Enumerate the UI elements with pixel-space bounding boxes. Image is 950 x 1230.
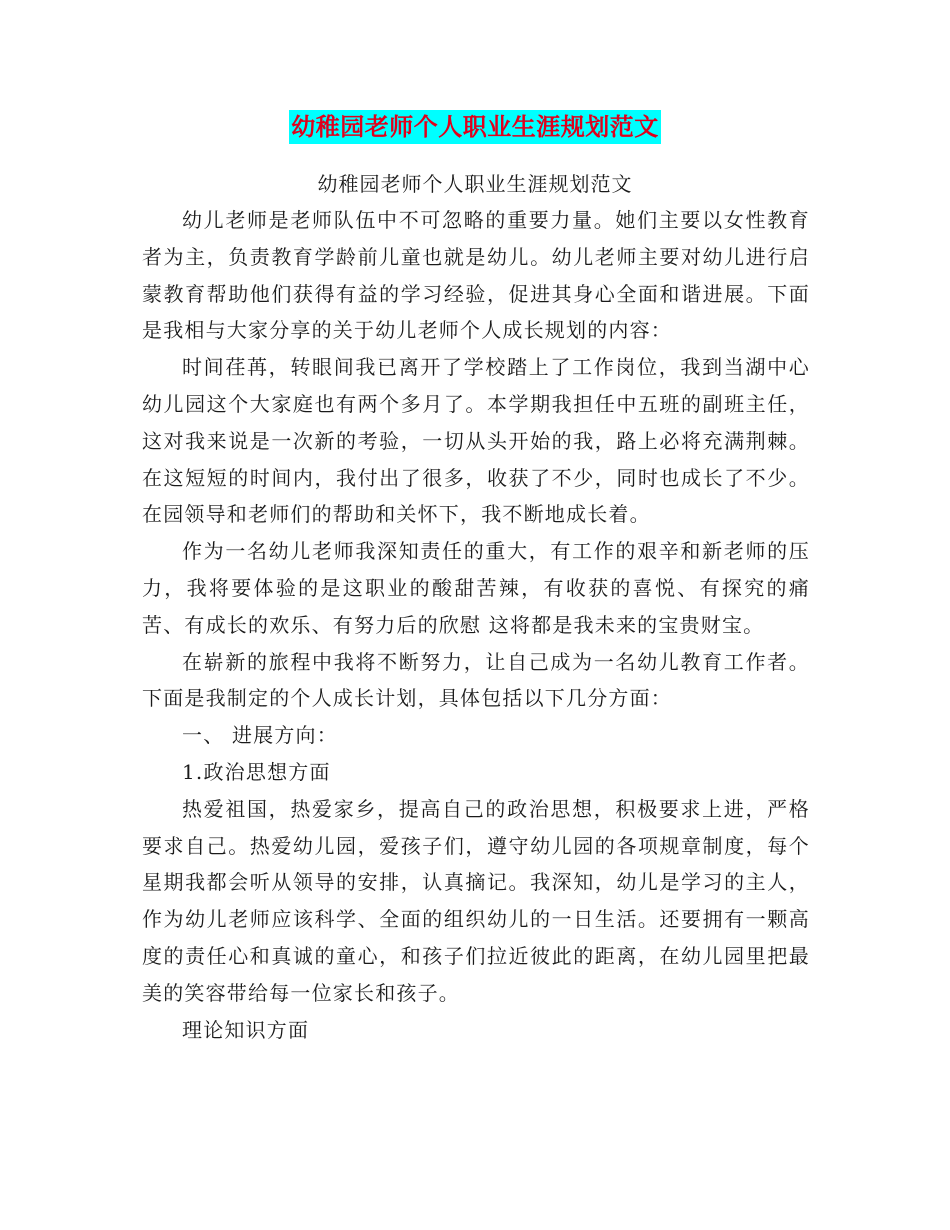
title-container	[0, 110, 950, 144]
subsection-heading-political: 1.政治思想方面	[182, 759, 331, 784]
document-title: 幼稚园老师个人职业生涯规划范文	[289, 110, 661, 144]
section-heading-direction: 一、 进展方向：	[182, 723, 338, 748]
paragraph-responsibility: 作为一名幼儿老师我深知责任的重大，有工作的艰辛和新老师的压力，我将要体验的是这职业的酸甜苦辣，有收获的喜悦、有探究的痛苦、有成长的欢乐、有努力后的欣慰 这将都是我未来的宝贵财宝。	[142, 539, 810, 637]
paragraph-intro: 幼儿老师是老师队伍中不可忽略的重要力量。她们主要以女性教育者为主，负责教育学龄前儿童也就是幼儿。幼儿老师主要对幼儿进行启蒙教育帮助他们获得有益的学习经验，促进其身心全面和谐进展。下面是我相与大家分享的关于幼儿老师个人成长规划的内容：	[142, 208, 810, 343]
paragraph-political: 热爱祖国，热爱家乡，提高自己的政治思想，积极要求上进，严格要求自己。热爱幼儿园，爱孩子们，遵守幼儿园的各项规章制度，每个星期我都会听从领导的安排，认真摘记。我深知，幼儿是学习的主人，作为幼儿老师应该科学、全面的组织幼儿的一日生活。还要拥有一颗高度的责任心和真诚的童心，和孩子们拉近彼此的距离，在幼儿园里把最美的笑容带给每一位家长和孩子。	[142, 796, 810, 1005]
subsection-heading-theory: 理论知识方面	[182, 1017, 310, 1042]
document-body	[142, 202, 810, 1048]
paragraph-plan-intro: 在崭新的旅程中我将不断努力，让自己成为一名幼儿教育工作者。下面是我制定的个人成长计划，具体包括以下几分方面：	[142, 649, 810, 711]
document-subtitle: 幼稚园老师个人职业生涯规划范文	[317, 172, 633, 196]
paragraph-experience: 时间荏苒，转眼间我已离开了学校踏上了工作岗位，我到当湖中心幼儿园这个大家庭也有两个多月了。本学期我担任中五班的副班主任，这对我来说是一次新的考验，一切从头开始的我，路上必将充满荆棘。在这短短的时间内，我付出了很多，收获了不少，同时也成长了不少。在园领导和老师们的帮助和关怀下，我不断地成长着。	[142, 355, 810, 527]
